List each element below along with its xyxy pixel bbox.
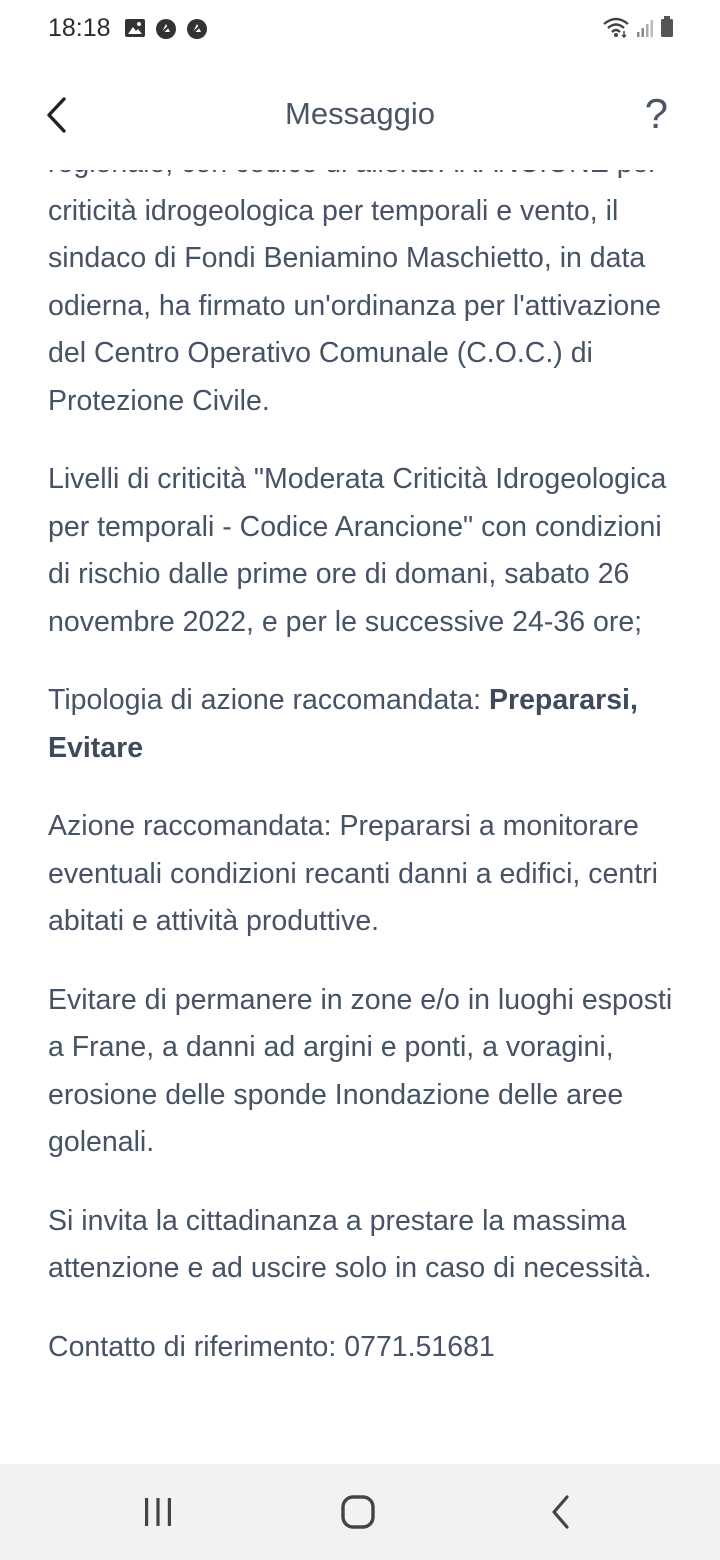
home-button[interactable] [338, 1492, 378, 1532]
help-button[interactable]: ? [644, 90, 668, 137]
back-nav-icon [549, 1494, 571, 1530]
status-bar [0, 0, 720, 60]
message-paragraph [48, 677, 688, 772]
recommended-action-type-value: Prepararsi, Evitare [48, 684, 638, 764]
message-content[interactable] [0, 150, 720, 1464]
message-paragraph: Livelli di criticità "Moderata Criticità Idrogeologica per temporali - Codice Arancione" con condizioni di rischio dalle prime ore di domani, sabato 26 novembre 2022, e per le successive 24-36 ore; [48, 463, 667, 638]
back-nav-button[interactable] [545, 1492, 575, 1532]
contact-reference: Contatto di riferimento: 0771.51681 [48, 1330, 495, 1363]
status-system-icons [602, 16, 674, 38]
message-paragraph: Azione raccomandata: Prepararsi a monitorare eventuali condizioni recanti danni a edifici, centri abitati e attività produttive. [48, 810, 658, 937]
recommended-action-type-label: Tipologia di azione raccomandata: [48, 684, 489, 716]
system-nav-bar [0, 1464, 720, 1560]
image-icon [124, 18, 146, 38]
wifi-icon [602, 16, 630, 38]
message-paragraph: criticità idrogeologica per temporali e vento, il sindaco di Fondi Beniamino Maschietto, in data odierna, ha firmato un'ordinanza per l'attivazione del Centro Operativo Comunale (C.O.C.) di Protezione Civile. [48, 194, 661, 417]
status-time: 18:18 [48, 14, 111, 42]
recents-button[interactable] [140, 1492, 176, 1532]
blocked-notification-icon [155, 18, 177, 40]
signal-icon [636, 18, 654, 38]
page-title: Messaggio [285, 96, 435, 131]
recents-icon [142, 1496, 174, 1528]
blocked-notification-icon [186, 18, 208, 40]
status-notification-icons [124, 18, 208, 40]
message-paragraph: Si invita la cittadinanza a prestare la massima attenzione e ad uscire solo in caso di necessità. [48, 1204, 652, 1284]
app-header [0, 60, 720, 170]
message-body [48, 150, 688, 1402]
message-paragraph: Evitare di permanere in zone e/o in luoghi esposti a Frane, a danni ad argini e ponti, a voragini, erosione delle sponde Inondazione delle aree golenali. [48, 983, 673, 1158]
home-icon [340, 1494, 376, 1530]
battery-icon [660, 16, 674, 38]
